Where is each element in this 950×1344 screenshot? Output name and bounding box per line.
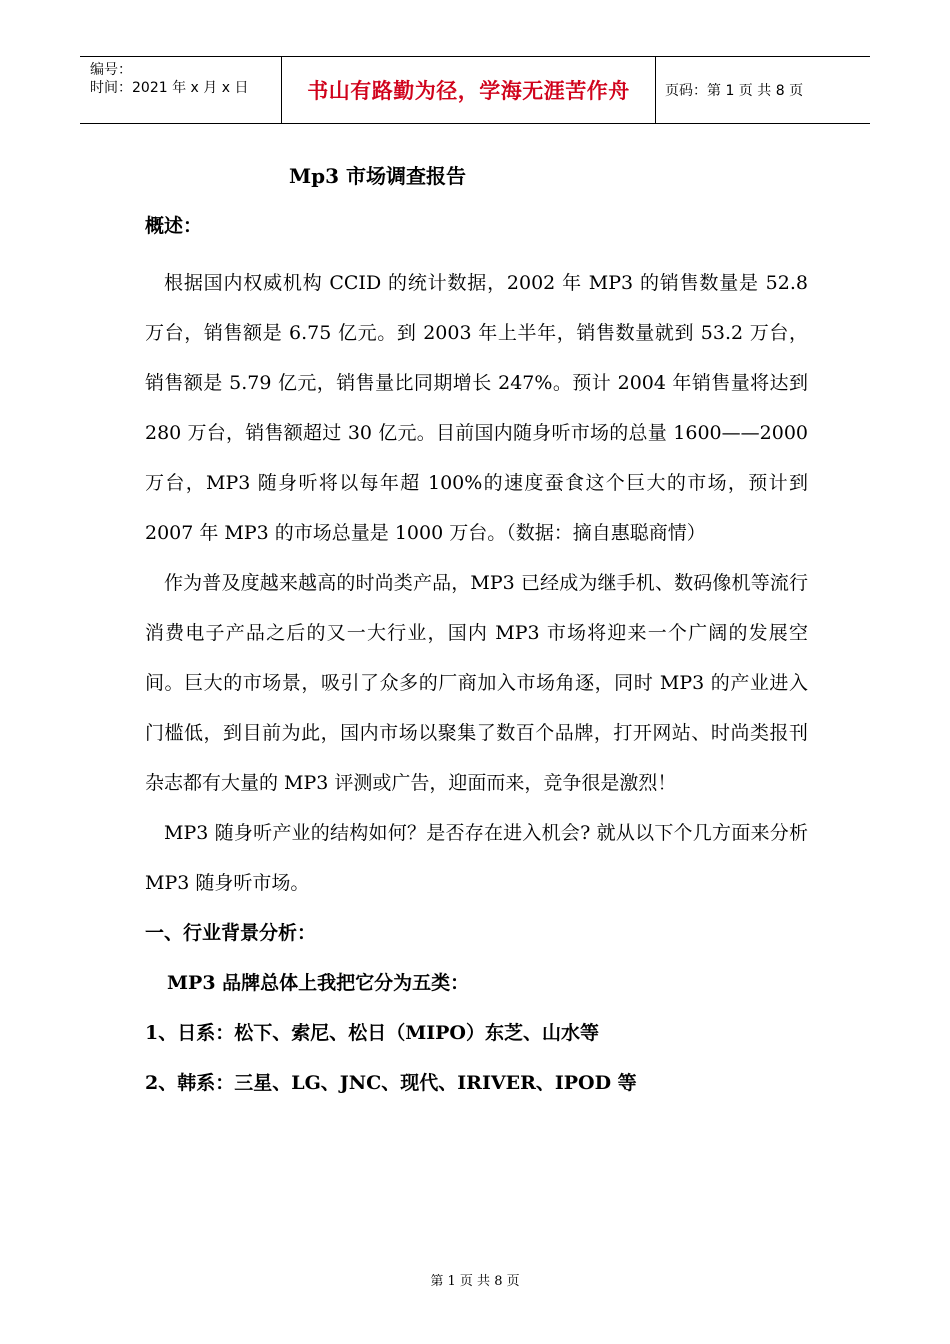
- document-time-label: 时间：2021 年 x 月 x 日: [90, 80, 249, 96]
- document-title: Mp3 市场调查报告: [289, 164, 467, 188]
- brand-line-japan: 1、日系：松下、索尼、松日（MIPO）东芝、山水等: [145, 1022, 599, 1044]
- brand-line-korea: 2、韩系：三星、LG、JNC、现代、IRIVER、IPOD 等: [145, 1072, 637, 1094]
- header-motto: 书山有路勤为径，学海无涯苦作舟: [282, 57, 656, 123]
- document-body: [145, 160, 808, 1108]
- page-footer: 第 1 页 共 8 页: [430, 1274, 520, 1289]
- paragraph-industry: 作为普及度越来越高的时尚类产品，MP3 已经成为继手机、数码像机等流行消费电子产品之后的又一大行业，国内 MP3 市场将迎来一个广阔的发展空间。巨大的市场景，吸引了众多的厂商加入市场角逐，同时 MP3 的产业进入门槛低，到目前为此，国内市场以聚集了数百个品牌，打开网站、时尚类报刊杂志都有大量的 MP3 评测或广告，迎面而来，竞争很是激烈！: [145, 572, 808, 794]
- page-header: [80, 56, 870, 124]
- header-page-number: 页码：第 1 页 共 8 页: [665, 83, 804, 99]
- document-number-label: 编号：: [90, 62, 132, 78]
- section1-heading: 一、行业背景分析：: [145, 922, 317, 944]
- overview-heading: 概述：: [145, 215, 203, 237]
- paragraph-market-data: 根据国内权威机构 CCID 的统计数据，2002 年 MP3 的销售数量是 52.8 万台，销售额是 6.75 亿元。到 2003 年上半年，销售数量就到 53.2 万台，销售额是 5.79 亿元，销售量比同期增长 247%。预计 2004 年销售量将达到 280 万台，销售额超过 30 亿元。目前国内随身听市场的总量 1600——2000 万台，MP3 随身听将以每年超 100%的速度蚕食这个巨大的市场，预计到 2007 年 MP3 的市场总量是 1000 万台。（数据：摘自惠聪商情）: [145, 272, 808, 544]
- brand-intro: MP3 品牌总体上我把它分为五类：: [167, 972, 470, 994]
- header-meta: [80, 57, 282, 123]
- paragraph-analysis-intro: MP3 随身听产业的结构如何？是否存在进入机会? 就从以下个几方面来分析 MP3 随身听市场。: [145, 822, 808, 894]
